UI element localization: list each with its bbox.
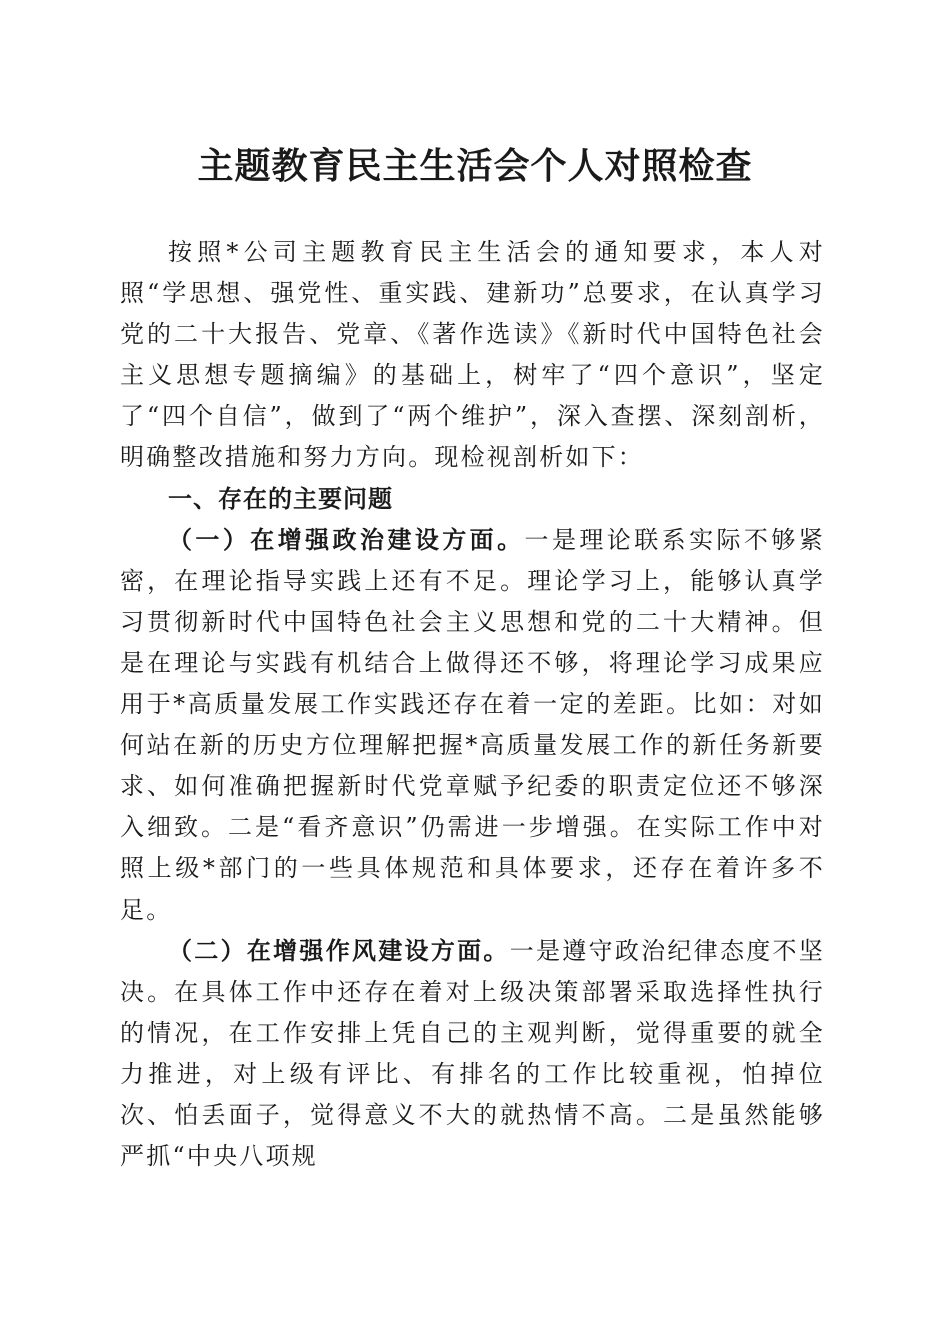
item-text-political: 一是理论联系实际不够紧密，在理论指导实践上还有不足。理论学习上，能够认真学习贯彻新时代中国特色社会主义思想和党的二十大精神。但是在理论与实践有机结合上做得还不够，将理论学习成果应用于*高质量发展工作实践还存在着一定的差距。比如：对如何站在新的历史方位理解把握*高质量发展工作的新任务新要求、如何准确把握新时代党章赋予纪委的职责定位还不够深入细致。二是“看齐意识”仍需进一步增强。在实际工作中对照上级*部门的一些具体规范和具体要求，还存在着许多不足。	[120, 525, 825, 924]
document-body	[120, 232, 825, 1177]
document-title: 主题教育民主生活会个人对照检查	[197, 145, 753, 187]
intro-paragraph: 按照*公司主题教育民主生活会的通知要求，本人对照“学思想、强党性、重实践、建新功”总要求，在认真学习党的二十大报告、党章、《著作选读》《新时代中国特色社会主义思想专题摘编》的基础上，树牢了“四个意识”，坚定了“四个自信”，做到了“两个维护”，深入查摆、深刻剖析，明确整改措施和努力方向。现检视剖析如下：	[120, 238, 825, 472]
item-text-workstyle: 一是遵守政治纪律态度不坚决。在具体工作中还存在着对上级决策部署采取选择性执行的情况，在工作安排上凭自己的主观判断，觉得重要的就全力推进，对上级有评比、有排名的工作比较重视，怕掉位次、怕丢面子，觉得意义不大的就热情不高。二是虽然能够严抓“中央八项规	[120, 936, 825, 1171]
item-lead-political: （一）在增强政治建设方面。	[168, 525, 525, 554]
section-heading-problems: 一、存在的主要问题	[168, 484, 393, 513]
paragraph-work-style	[120, 931, 825, 1178]
paragraph-political-construction	[120, 520, 825, 931]
item-lead-workstyle: （二）在增强作风建设方面。	[168, 936, 510, 965]
